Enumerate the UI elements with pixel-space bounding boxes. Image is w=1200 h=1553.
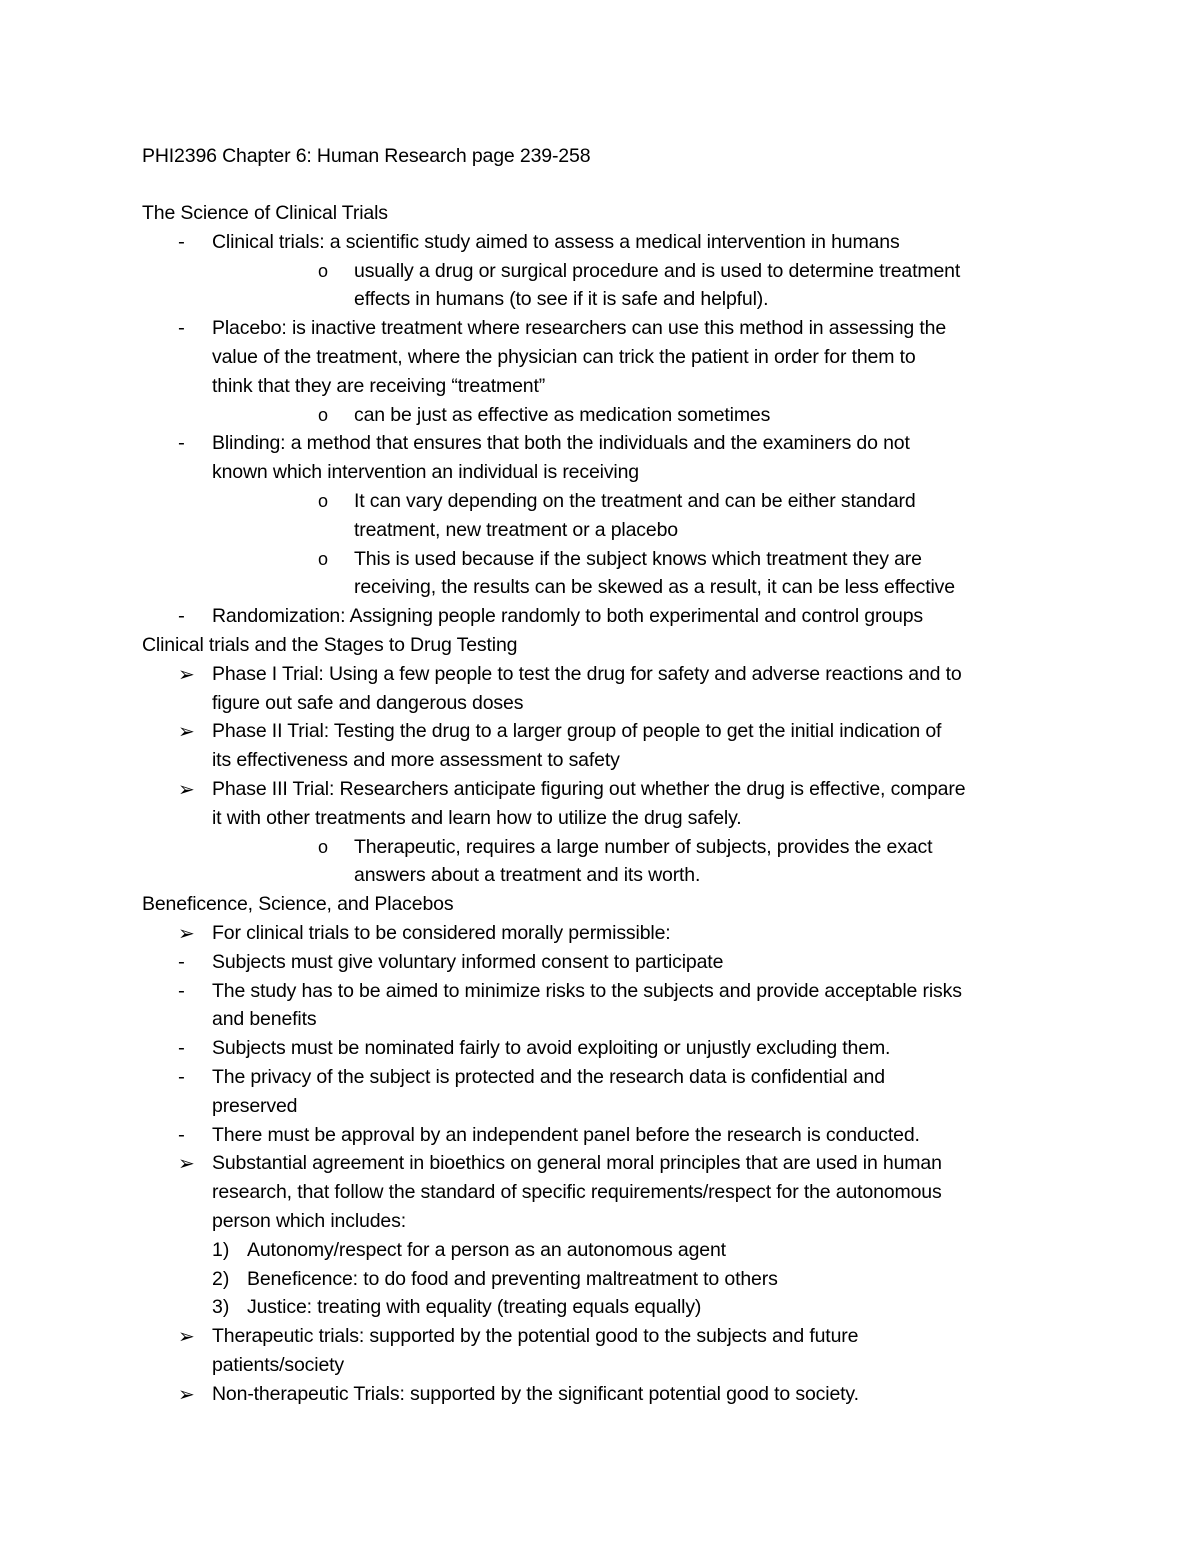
section-heading: Clinical trials and the Stages to Drug Testing bbox=[142, 634, 518, 656]
sub-bullet-line: This is used because if the subject knows which treatment they are bbox=[354, 547, 922, 570]
circle-bullet-icon: o bbox=[318, 836, 329, 857]
dash-bullet-icon: - bbox=[178, 1123, 185, 1146]
bullet-item-line: it with other treatments and learn how to utilize the drug safely. bbox=[212, 806, 742, 829]
bullet-item-line: research, that follow the standard of specific requirements/respect for the autonomous bbox=[212, 1181, 942, 1204]
section-heading: Beneficence, Science, and Placebos bbox=[142, 893, 454, 916]
dash-bullet-icon: - bbox=[178, 979, 185, 1002]
numbered-item-line: Justice: treating with equality (treating equals equally) bbox=[247, 1296, 702, 1319]
arrow-bullet-icon: ➢ bbox=[178, 1324, 195, 1349]
sub-bullet-line: treatment, new treatment or a placebo bbox=[354, 518, 678, 541]
list-number: 3) bbox=[212, 1296, 230, 1319]
circle-bullet-icon: o bbox=[318, 548, 329, 569]
numbered-item-line: Beneficence: to do food and preventing maltreatment to others bbox=[247, 1267, 778, 1290]
bullet-item-line: figure out safe and dangerous doses bbox=[212, 691, 524, 714]
circle-bullet-icon: o bbox=[318, 404, 329, 425]
section-heading: The Science of Clinical Trials bbox=[142, 202, 388, 224]
bullet-item-line: The privacy of the subject is protected and the research data is confidential and bbox=[212, 1066, 885, 1088]
dash-bullet-icon: - bbox=[178, 317, 185, 340]
list-number: 1) bbox=[212, 1238, 230, 1261]
circle-bullet-icon: o bbox=[318, 491, 329, 511]
bullet-item-line: There must be approval by an independent panel before the research is conducted. bbox=[212, 1123, 920, 1146]
bullet-item-line: its effectiveness and more assessment to safety bbox=[212, 749, 620, 772]
sub-bullet-line: effects in humans (to see if it is safe and helpful). bbox=[354, 288, 769, 311]
arrow-bullet-icon: ➢ bbox=[178, 1151, 195, 1176]
bullet-item-line: Therapeutic trials: supported by the potential good to the subjects and future bbox=[212, 1325, 859, 1348]
numbered-item-line: Autonomy/respect for a person as an autonomous agent bbox=[247, 1238, 726, 1261]
bullet-item-line: value of the treatment, where the physician can trick the patient in order for them to bbox=[212, 346, 916, 368]
bullet-item-line: person which includes: bbox=[212, 1210, 406, 1232]
bullet-item-line: patients/society bbox=[212, 1354, 345, 1376]
list-number: 2) bbox=[212, 1267, 230, 1290]
bullet-item-line: Blinding: a method that ensures that both the individuals and the examiners do not bbox=[212, 432, 910, 455]
arrow-bullet-icon: ➢ bbox=[178, 1381, 195, 1406]
bullet-item-line: Subjects must be nominated fairly to avoid exploiting or unjustly excluding them. bbox=[212, 1037, 891, 1060]
arrow-bullet-icon: ➢ bbox=[178, 777, 195, 801]
arrow-bullet-icon: ➢ bbox=[178, 719, 195, 744]
document-title: PHI2396 Chapter 6: Human Research page 239-258 bbox=[142, 145, 591, 167]
dash-bullet-icon: - bbox=[178, 1066, 185, 1088]
arrow-bullet-icon: ➢ bbox=[178, 921, 195, 945]
sub-bullet-line: answers about a treatment and its worth. bbox=[354, 864, 701, 887]
bullet-item-line: Phase I Trial: Using a few people to test the drug for safety and adverse reactions and to bbox=[212, 662, 962, 685]
dash-bullet-icon: - bbox=[178, 432, 185, 455]
bullet-item-line: For clinical trials to be considered morally permissible: bbox=[212, 922, 671, 944]
bullet-item-line: Subjects must give voluntary informed consent to participate bbox=[212, 950, 724, 973]
sub-bullet-line: It can vary depending on the treatment and can be either standard bbox=[354, 490, 916, 512]
bullet-item-line: Non-therapeutic Trials: supported by the significant potential good to society. bbox=[212, 1382, 859, 1405]
sub-bullet-line: usually a drug or surgical procedure and is used to determine treatment bbox=[354, 259, 961, 282]
dash-bullet-icon: - bbox=[178, 605, 185, 628]
dash-bullet-icon: - bbox=[178, 950, 185, 973]
arrow-bullet-icon: ➢ bbox=[178, 661, 195, 686]
sub-bullet-line: receiving, the results can be skewed as a result, it can be less effective bbox=[354, 576, 955, 599]
dash-bullet-icon: - bbox=[178, 230, 185, 253]
bullet-item-line: preserved bbox=[212, 1094, 298, 1117]
bullet-item-line: think that they are receiving “treatment” bbox=[212, 374, 546, 397]
bullet-item-line: Substantial agreement in bioethics on general moral principles that are used in human bbox=[212, 1152, 942, 1175]
sub-bullet-line: can be just as effective as medication sometimes bbox=[354, 403, 771, 426]
bullet-item-line: and benefits bbox=[212, 1008, 317, 1031]
circle-bullet-icon: o bbox=[318, 260, 329, 281]
bullet-item-line: Phase III Trial: Researchers anticipate figuring out whether the drug is effective, compare bbox=[212, 778, 966, 800]
bullet-item-line: Randomization: Assigning people randomly to both experimental and control groups bbox=[212, 605, 924, 628]
sub-bullet-line: Therapeutic, requires a large number of subjects, provides the exact bbox=[354, 835, 933, 858]
bullet-item-line: Phase II Trial: Testing the drug to a larger group of people to get the initial indication of bbox=[212, 720, 942, 743]
bullet-item-line: Clinical trials: a scientific study aimed to assess a medical intervention in humans bbox=[212, 230, 900, 253]
bullet-item-line: Placebo: is inactive treatment where researchers can use this method in assessing the bbox=[212, 317, 947, 340]
dash-bullet-icon: - bbox=[178, 1037, 185, 1060]
bullet-item-line: The study has to be aimed to minimize risks to the subjects and provide acceptable risks bbox=[212, 979, 962, 1002]
bullet-item-line: known which intervention an individual is receiving bbox=[212, 461, 640, 484]
